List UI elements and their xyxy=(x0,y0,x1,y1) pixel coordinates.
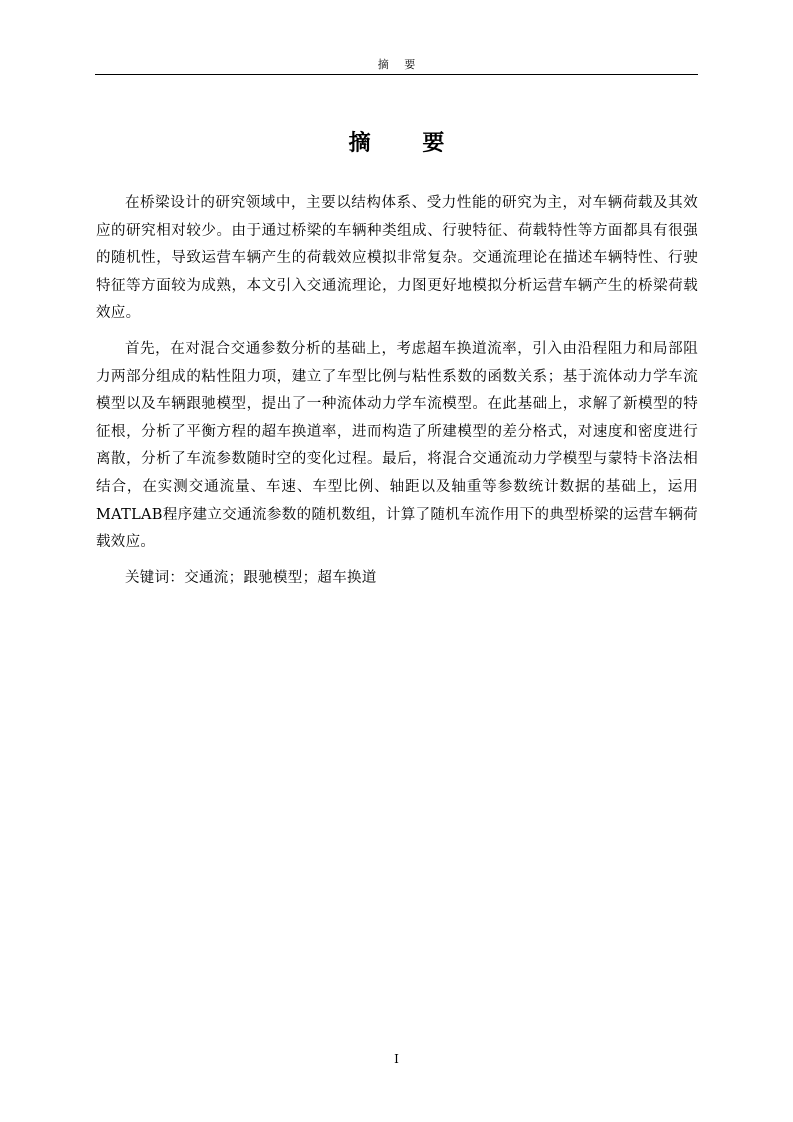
page-number: I xyxy=(394,1052,399,1066)
running-header: 摘 要 xyxy=(377,58,422,71)
abstract-paragraph-2: 首先，在对混合交通参数分析的基础上，考虑超车换道流率，引入由沿程阻力和局部阻力两部分组成的粘性阻力项，建立了车型比例与粘性系数的函数关系；基于流体动力学车流模型以及车辆跟驰模型，提出了一种流体动力学车流模型。在此基础上，求解了新模型的特征根，分析了平衡方程的超车换道率，进而构造了所建模型的差分格式，对速度和密度进行离散，分析了车流参数随时空的变化过程。最后，将混合交通流动力学模型与蒙特卡洛法相结合，在实测交通流量、车速、车型比例、轴距以及轴重等参数统计数据的基础上，运用MATLAB程序建立交通流参数的随机数组，计算了随机车流作用下的典型桥梁的运营车辆荷载效应。 xyxy=(96,340,698,551)
abstract-body xyxy=(96,190,698,592)
abstract-paragraph-1: 在桥梁设计的研究领域中，主要以结构体系、受力性能的研究为主，对车辆荷载及其效应的研究相对较少。由于通过桥梁的车辆种类组成、行驶特征、荷载特性等方面都具有很强的随机性，导致运营车辆产生的荷载效应模拟非常复杂。交通流理论在描述车辆特性、行驶特征等方面较为成熟，本文引入交通流理论，力图更好地模拟分析运营车辆产生的桥梁荷载效应。 xyxy=(96,195,698,322)
header-rule xyxy=(95,74,698,75)
page-title: 摘 要 xyxy=(348,130,467,156)
keywords-line: 关键词：交通流；跟驰模型；超车换道 xyxy=(125,569,377,586)
